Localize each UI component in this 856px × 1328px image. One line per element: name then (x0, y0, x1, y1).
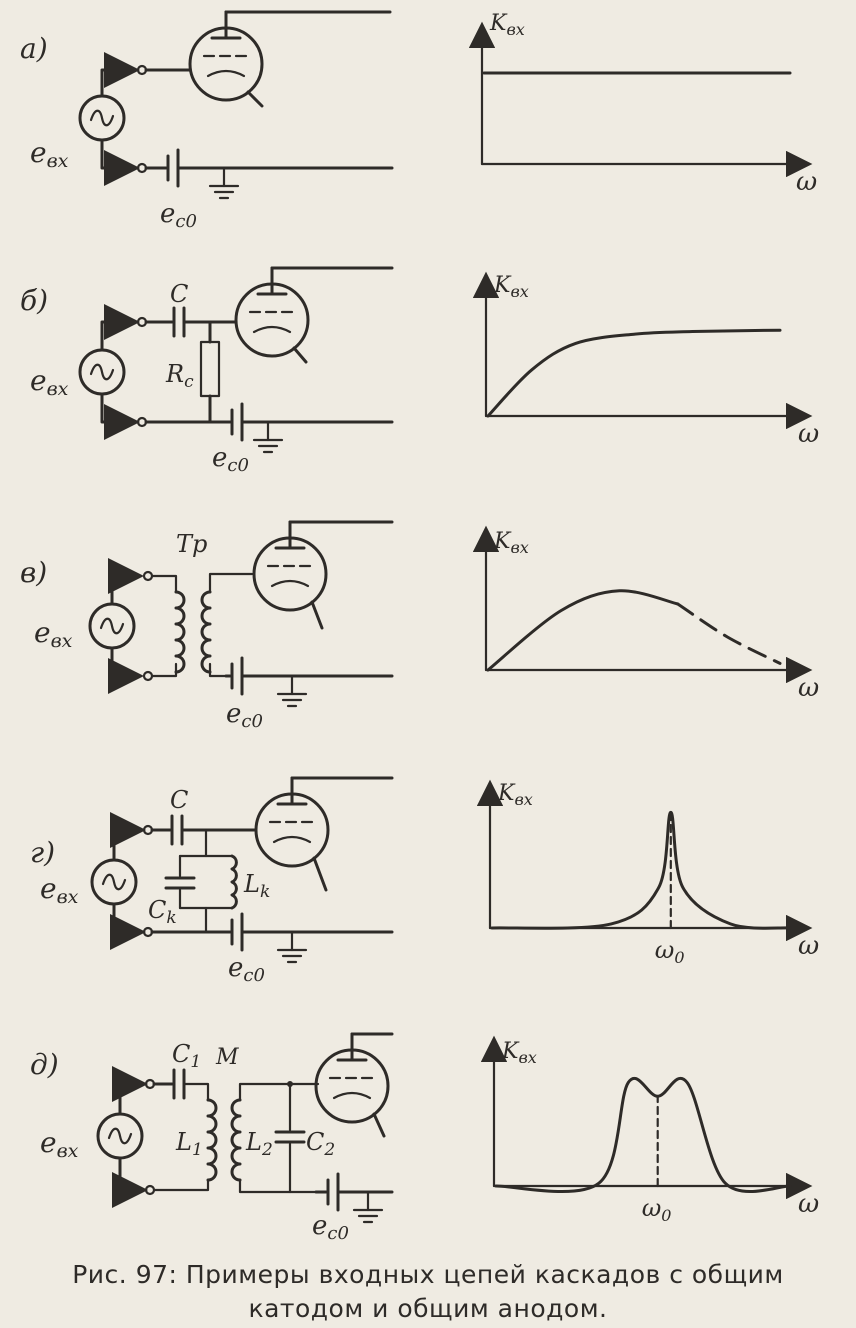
panel-letter-b: б) (20, 284, 49, 317)
transformer-label-c: Tр (176, 530, 208, 558)
figure-caption (0, 1258, 856, 1326)
source-label-e: eвх (40, 1126, 79, 1162)
graph-c (486, 529, 819, 703)
graph-a-ylabel: $K_{вх}$ (490, 11, 525, 39)
graph-d-resonance-label: $\omega_0$ (654, 936, 685, 967)
c1-label-e: $C_1$ (172, 1040, 202, 1072)
caption-line-1: Рис. 97: Примеры входных цепей каскадов с общим (72, 1260, 784, 1289)
l2-label-e: $L_2$ (246, 1128, 273, 1160)
graph-b-ylabel: $K_{вх}$ (494, 273, 529, 301)
graph-d-xlabel: ω (798, 931, 820, 961)
graph-a (482, 11, 817, 197)
caption-line-2: катодом и общим анодом. (248, 1294, 608, 1323)
graph-a-xlabel: ω (796, 167, 818, 197)
graph-e-curve (496, 1078, 790, 1191)
cap-label-b: C (170, 280, 189, 308)
graph-d-ylabel: $K_{вх}$ (498, 781, 533, 809)
bias-label-c: ec0 (226, 699, 263, 732)
graph-d-curve (492, 812, 790, 928)
bias-label-d: ec0 (228, 953, 265, 986)
graph-e-resonance-label: $\omega_0$ (641, 1194, 672, 1225)
ck-label-d: $C_k$ (148, 896, 177, 928)
graph-b-curve (488, 330, 780, 416)
bias-label-b: ec0 (212, 443, 249, 476)
graph-c-xlabel: ω (798, 673, 820, 703)
circuit-e (30, 1034, 392, 1244)
graph-c-curve (488, 591, 678, 670)
panel-letter-e: д) (30, 1048, 59, 1081)
circuit-a (20, 12, 392, 232)
source-label-a: eвх (30, 136, 69, 172)
graph-c-ylabel: $K_{вх}$ (494, 529, 529, 557)
circuit-c (20, 522, 392, 732)
graph-b-xlabel: ω (798, 419, 820, 449)
bias-label-e: ec0 (312, 1211, 349, 1244)
panel-letter-d: г) (30, 836, 56, 869)
panel-letter-a: а) (20, 32, 48, 65)
cap-label-d: C (170, 786, 189, 814)
bias-label-a: ec0 (160, 199, 197, 232)
graph-e-ylabel: $K_{вх}$ (502, 1039, 537, 1067)
l1-label-e: $L_1$ (176, 1128, 203, 1160)
graph-d (490, 781, 819, 967)
c2-label-e: $C_2$ (306, 1128, 336, 1160)
graph-e (494, 1039, 819, 1225)
circuit-d (30, 778, 392, 986)
source-label-b: eвх (30, 364, 69, 400)
m-label-e: M (216, 1045, 239, 1070)
circuit-b (20, 268, 392, 476)
lk-label-d: $L_k$ (244, 870, 271, 902)
graph-b (486, 273, 819, 449)
graph-e-xlabel: ω (798, 1189, 820, 1219)
source-label-d: eвх (40, 872, 79, 908)
source-label-c: eвх (34, 616, 73, 652)
res-label-b: $R_c$ (166, 360, 194, 392)
graph-c-curve-dashed (678, 604, 780, 663)
panel-letter-c: в) (20, 556, 48, 589)
